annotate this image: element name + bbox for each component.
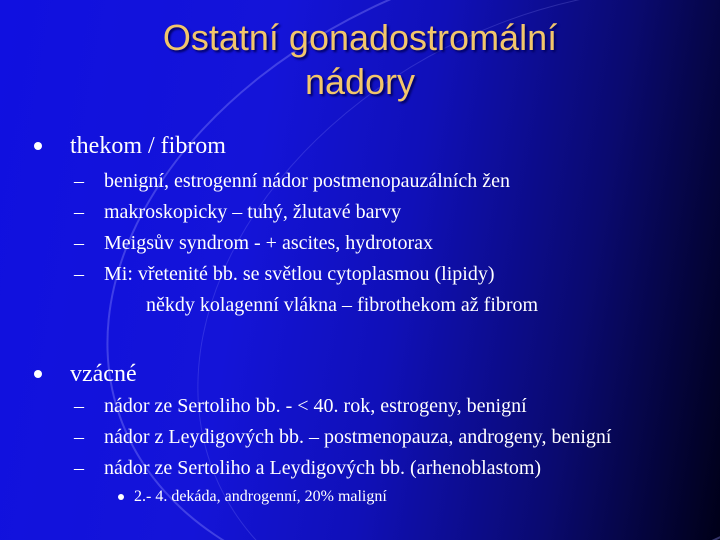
dash-icon: – (74, 201, 84, 223)
section-heading-vzacne: vzácné (70, 361, 137, 387)
dash-icon: – (74, 426, 84, 448)
slide-title (0, 16, 720, 104)
dash-icon: – (74, 457, 84, 479)
bullet-icon (34, 370, 42, 378)
dash-icon: – (74, 170, 84, 192)
slide-title-line-2: nádory (304, 61, 416, 102)
slide-title-line-1: Ostatní gonadostromální (162, 17, 558, 58)
list-item: nádor ze Sertoliho a Leydigových bb. (arhenoblastom) (104, 457, 542, 479)
dash-icon: – (74, 232, 84, 254)
bullet-icon (118, 494, 124, 500)
sub-list-item: 2.- 4. dekáda, androgenní, 20% maligní (134, 488, 387, 505)
section-heading-thekom: thekom / fibrom (70, 133, 226, 159)
list-item: Meigsův syndrom - + ascites, hydrotorax (104, 232, 434, 254)
dash-icon: – (74, 263, 84, 285)
list-item-continuation: někdy kolagenní vlákna – fibrothekom až fibrom (146, 294, 539, 316)
list-item: nádor ze Sertoliho bb. - < 40. rok, estrogeny, benigní (104, 395, 527, 417)
list-item: benigní, estrogenní nádor postmenopauzálních žen (104, 170, 510, 192)
bullet-icon (34, 142, 42, 150)
list-item: makroskopicky – tuhý, žlutavé barvy (104, 201, 402, 223)
list-item: Mi: vřetenité bb. se světlou cytoplasmou (lipidy) (104, 263, 495, 285)
dash-icon: – (74, 395, 84, 417)
list-item: nádor z Leydigových bb. – postmenopauza, androgeny, benigní (104, 426, 612, 448)
